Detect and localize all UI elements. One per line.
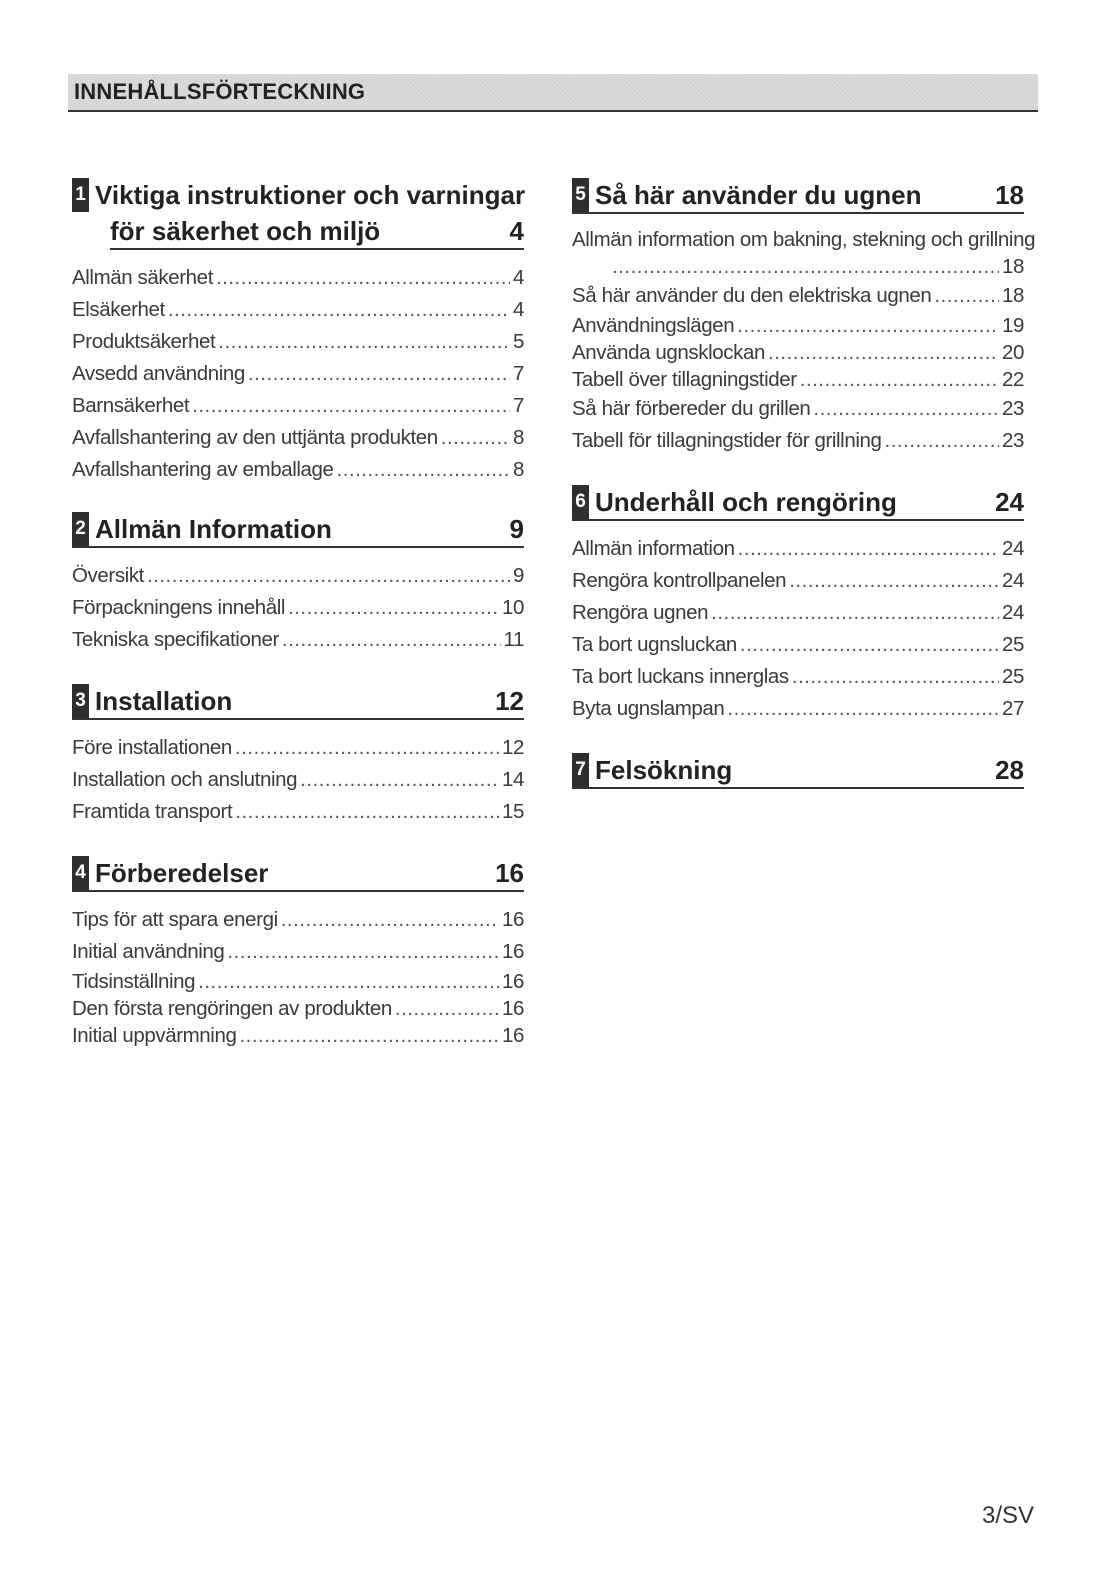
- toc-section-2: [72, 512, 524, 656]
- toc-entry[interactable]: [572, 693, 1024, 725]
- section-title: Viktiga instruktioner och varningar: [95, 180, 526, 210]
- entry-label: Barnsäkerhet: [72, 394, 190, 417]
- toc-entry[interactable]: [72, 454, 524, 486]
- toc-entry[interactable]: [72, 422, 524, 454]
- leader-dots: [727, 693, 999, 725]
- leader-dots: [768, 339, 999, 366]
- toc-right-column: [572, 178, 1036, 817]
- leader-dots: [813, 393, 999, 425]
- toc-entry[interactable]: [72, 764, 524, 796]
- entry-label: Produktsäkerhet: [72, 330, 216, 353]
- section-page-number: 4: [509, 216, 524, 246]
- toc-section-5: [572, 178, 1036, 457]
- entry-label: Den första rengöringen av produkten: [72, 997, 392, 1020]
- entry-label: Initial användning: [72, 940, 225, 963]
- entry-page: 8: [512, 458, 524, 481]
- entry-label: Tabell över tillagningstider: [572, 368, 797, 391]
- leader-dots: [934, 280, 999, 312]
- entry-label: Så här använder du den elektriska ugnen: [572, 284, 932, 307]
- entry-page: 23: [1001, 397, 1024, 420]
- entry-label: Rengöra kontrollpanelen: [572, 569, 787, 592]
- section-title: Allmän Information: [95, 514, 332, 544]
- leader-dots: [281, 904, 499, 936]
- section-heading[interactable]: [72, 684, 524, 720]
- section-number-badge: 6: [572, 485, 589, 519]
- leader-dots: [235, 732, 499, 764]
- entry-page: 19: [1001, 314, 1024, 337]
- entry-label: Översikt: [72, 564, 144, 587]
- leader-dots: [337, 454, 510, 486]
- toc-entry[interactable]: [72, 904, 524, 936]
- entry-page: 16: [501, 940, 524, 963]
- leader-dots: [216, 262, 510, 294]
- toc-left-column: [72, 178, 524, 1077]
- toc-entry[interactable]: [72, 560, 524, 592]
- entry-label: Så här förbereder du grillen: [572, 397, 811, 420]
- entry-page: 7: [512, 362, 524, 385]
- section-heading[interactable]: [572, 753, 1024, 789]
- section-title: Installation: [95, 686, 233, 716]
- leader-dots: [711, 597, 999, 629]
- section-number-badge: 5: [572, 178, 589, 212]
- entry-label: Tips för att spara energi: [72, 908, 278, 931]
- entry-label: Installation och anslutning: [72, 768, 298, 791]
- leader-dots: [885, 425, 999, 457]
- toc-entry[interactable]: [572, 661, 1024, 693]
- toc-entry[interactable]: [72, 592, 524, 624]
- leader-dots: [612, 253, 999, 280]
- toc-entry[interactable]: [572, 280, 1024, 312]
- leader-dots: [395, 995, 499, 1022]
- entry-page: 20: [1001, 341, 1024, 364]
- entry-page: 16: [501, 1024, 524, 1047]
- section-page-number: 24: [995, 487, 1024, 517]
- entry-label: Tabell för tillagningstider för grillning: [572, 429, 882, 452]
- toc-entry[interactable]: [572, 597, 1024, 629]
- entry-label: Förpackningens innehåll: [72, 596, 286, 619]
- section-title: Förberedelser: [95, 858, 269, 888]
- leader-dots: [740, 629, 999, 661]
- entry-label: Framtida transport: [72, 800, 233, 823]
- toc-entry[interactable]: [572, 425, 1024, 457]
- leader-dots: [282, 624, 501, 656]
- entry-label: Allmän säkerhet: [72, 266, 213, 289]
- entry-page: 24: [1001, 569, 1024, 592]
- leader-dots: [227, 936, 499, 968]
- toc-entry[interactable]: [572, 339, 1024, 366]
- toc-entry[interactable]: [572, 366, 1024, 393]
- leader-dots: [198, 968, 499, 995]
- leader-dots: [288, 592, 499, 624]
- section-page-number: 28: [995, 755, 1024, 785]
- toc-entry[interactable]: [72, 995, 524, 1022]
- entry-label: Användningslägen: [572, 314, 735, 337]
- section-title-continued: för säkerhet och miljö: [110, 216, 381, 246]
- toc-section-6: [572, 485, 1024, 725]
- entry-label: Använda ugnsklockan: [572, 341, 765, 364]
- toc-entry[interactable]: [72, 936, 524, 968]
- section-heading[interactable]: [572, 178, 1024, 214]
- section-heading[interactable]: [72, 512, 524, 548]
- toc-entry[interactable]: [72, 624, 524, 656]
- page-header-bar: [68, 74, 1038, 112]
- toc-section-3: [72, 684, 524, 828]
- section-number-badge: 3: [72, 684, 89, 718]
- entry-page: 25: [1001, 665, 1024, 688]
- entry-label: Allmän information om bakning, stekning och grillning: [572, 228, 1036, 251]
- entry-label: Ta bort luckans innerglas: [572, 665, 789, 688]
- entry-page: 15: [501, 800, 524, 823]
- entry-page: 4: [512, 298, 524, 321]
- toc-entry[interactable]: [72, 326, 524, 358]
- entry-page: 24: [1001, 601, 1024, 624]
- entry-label: Initial uppvärmning: [72, 1024, 237, 1047]
- entry-page: 5: [512, 330, 524, 353]
- entry-label: Ta bort ugnsluckan: [572, 633, 737, 656]
- toc-entry[interactable]: [72, 796, 524, 828]
- entry-label: Byta ugnslampan: [572, 697, 725, 720]
- entry-page: 27: [1001, 697, 1024, 720]
- toc-entry[interactable]: [72, 968, 524, 995]
- section-title: Underhåll och rengöring: [595, 487, 897, 517]
- leader-dots: [737, 312, 999, 339]
- leader-dots: [239, 1022, 499, 1049]
- entry-label: Elsäkerhet: [72, 298, 165, 321]
- leader-dots: [800, 366, 999, 393]
- entry-page: 24: [1001, 537, 1024, 560]
- section-heading[interactable]: [72, 856, 524, 892]
- leader-dots: [168, 294, 510, 326]
- entry-page: 16: [501, 908, 524, 931]
- section-heading[interactable]: [572, 485, 1024, 521]
- toc-entry[interactable]: [72, 1022, 524, 1049]
- entry-page: 18: [1001, 255, 1024, 278]
- entry-label: Avsedd användning: [72, 362, 245, 385]
- entry-page: 11: [503, 628, 524, 651]
- toc-entry[interactable]: [72, 262, 524, 294]
- entry-page: 14: [501, 768, 524, 791]
- entry-page: 16: [501, 970, 524, 993]
- toc-entry[interactable]: [572, 226, 1036, 280]
- page-title: INNEHÅLLSFÖRTECKNING: [74, 79, 366, 104]
- toc-entry[interactable]: [572, 565, 1024, 597]
- section-page-number: 18: [995, 180, 1024, 210]
- entry-page: 7: [512, 394, 524, 417]
- entry-page: 18: [1001, 284, 1024, 307]
- entry-page: 9: [512, 564, 524, 587]
- entry-page: 23: [1001, 429, 1024, 452]
- leader-dots: [235, 796, 499, 828]
- section-page-number: 9: [509, 514, 524, 544]
- section-number-badge: 4: [72, 856, 89, 890]
- entry-label: Avfallshantering av emballage: [72, 458, 334, 481]
- toc-entry[interactable]: [572, 533, 1024, 565]
- leader-dots: [738, 533, 999, 565]
- toc-entry[interactable]: [72, 732, 524, 764]
- section-heading[interactable]: [72, 178, 524, 250]
- leader-dots: [192, 390, 510, 422]
- section-number-badge: 1: [72, 178, 89, 212]
- entry-label: Tidsinställning: [72, 970, 196, 993]
- section-number-badge: 2: [72, 512, 89, 546]
- entry-label: Avfallshantering av den uttjänta produkten: [72, 426, 438, 449]
- leader-dots: [147, 560, 510, 592]
- entry-page: 16: [501, 997, 524, 1020]
- entry-page: 10: [501, 596, 524, 619]
- entry-page: 12: [501, 736, 524, 759]
- entry-page: 22: [1001, 368, 1024, 391]
- toc-section-7: [572, 753, 1024, 789]
- section-page-number: 16: [495, 858, 524, 888]
- toc-entry[interactable]: [72, 390, 524, 422]
- leader-dots: [792, 661, 999, 693]
- toc-section-4: [72, 856, 524, 1049]
- toc-entry[interactable]: [72, 358, 524, 390]
- leader-dots: [248, 358, 510, 390]
- entry-label: Tekniska specifikationer: [72, 628, 279, 651]
- entry-label: Allmän information: [572, 537, 735, 560]
- toc-entry[interactable]: [572, 629, 1024, 661]
- toc-section-1: [72, 178, 524, 486]
- toc-entry[interactable]: [572, 393, 1024, 425]
- leader-dots: [441, 422, 510, 454]
- leader-dots: [218, 326, 510, 358]
- entry-label: Rengöra ugnen: [572, 601, 709, 624]
- entry-page: 25: [1001, 633, 1024, 656]
- leader-dots: [789, 565, 999, 597]
- entry-page: 8: [512, 426, 524, 449]
- section-page-number: 12: [495, 686, 524, 716]
- section-title: Så här använder du ugnen: [595, 180, 922, 210]
- leader-dots: [300, 764, 499, 796]
- entry-label: Före installationen: [72, 736, 232, 759]
- page-number-footer: 3/SV: [981, 1502, 1034, 1529]
- toc-entry[interactable]: [572, 312, 1024, 339]
- section-title: Felsökning: [595, 755, 733, 785]
- section-number-badge: 7: [572, 753, 589, 787]
- toc-entry[interactable]: [72, 294, 524, 326]
- entry-page: 4: [512, 266, 524, 289]
